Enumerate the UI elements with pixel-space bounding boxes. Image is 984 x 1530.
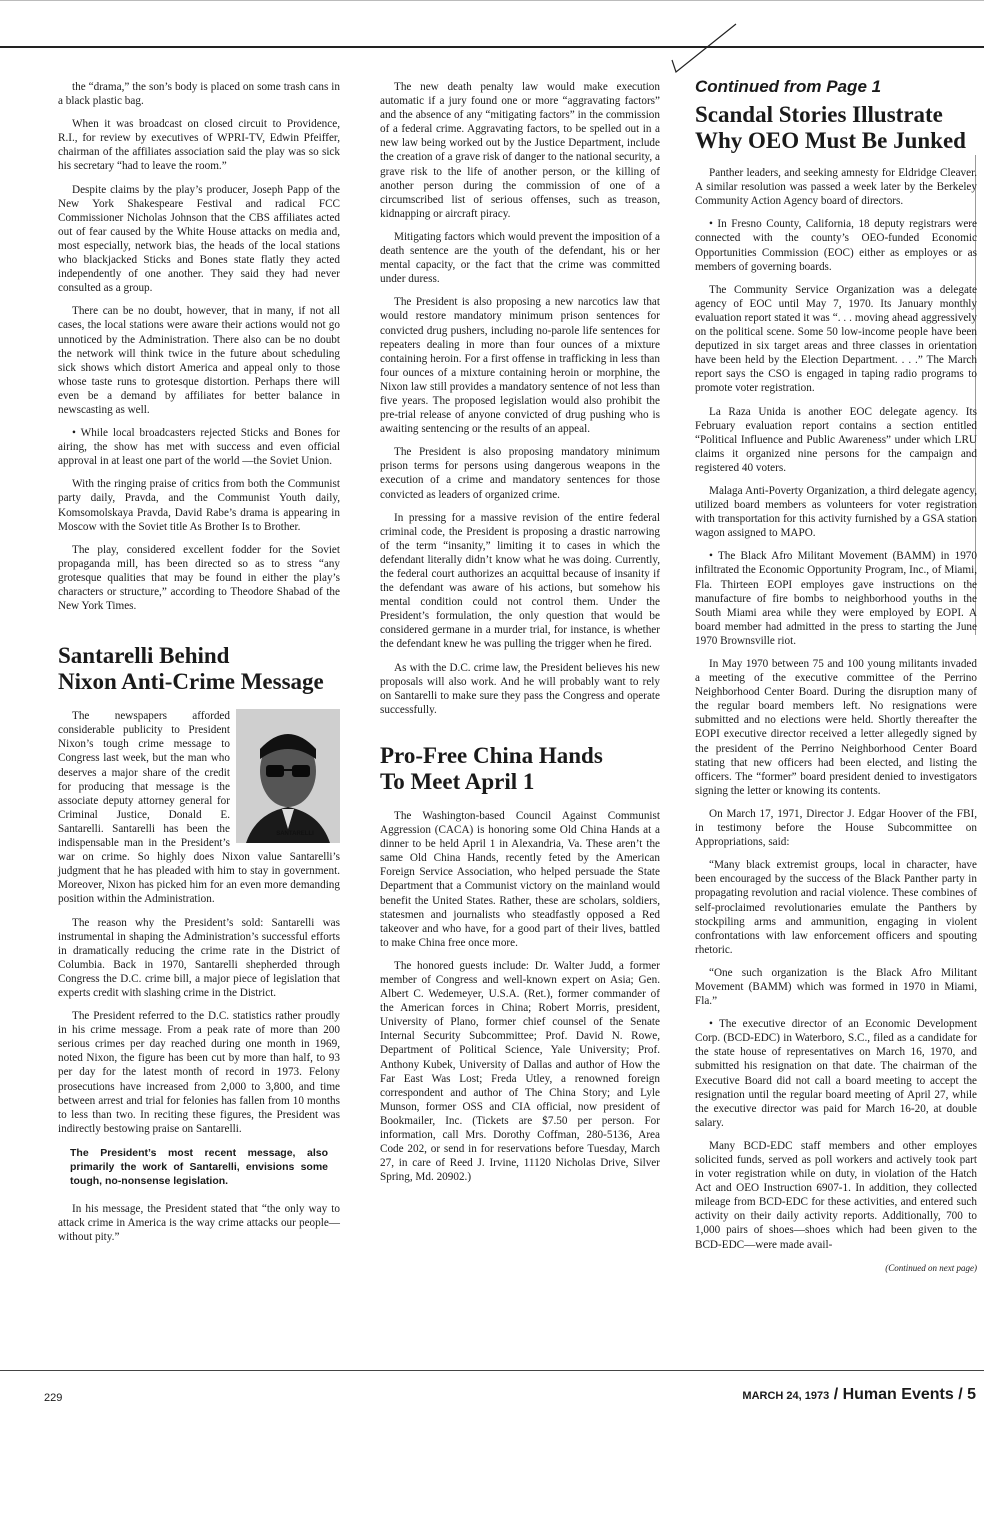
headline-line-1: Santarelli Behind (58, 643, 230, 669)
story-paragraph: The Washington-based Council Against Communist Aggression (CACA) is honoring some Old China Hands at a dinner to be held April 1 in Alexandria, Va. These aren’t the same Old China Hands, recently feted by the American Foreign Service Association, who helped persuade the State Department that a Communist victory on the mainland would benefit the United States. Rather, these are scholars, soldiers, statesmen and journalists who steadfastly opposed a Red takeover and who have, for a good part of their lives, battled to make China free once more. (380, 809, 660, 949)
story-paragraph: The President is also proposing a new narcotics law that would restore mandatory minimum prison sentences for convicted drug pushers, including no-parole life sentences for repeaters dealing in more than four ounces of a mixture containing heroin. For a first offense in trafficking in less than four ounces of a mixture containing heroin or morphine, the Nixon law still provides a mandatory sentence of not less than five years. The proposed legislation would also prohibit the pre-trial release of anyone convicted of drug pushing who is awaiting sentencing or the results of an appeal. (380, 296, 660, 436)
publication-name: Human Events (842, 1386, 954, 1403)
story-text: The newspapers afforded considerable publicity to President Nixon’s tough crime message to Congress last week, but the man who deserves a major share of the credit for producing that message is the associate deputy attorney general for Criminal Justice, Donald E. Santarelli. Santarelli has been the indispensable man in the President’s war on crime. So highly does Nixon value Santarelli’s judgment that he has pleaded with him to stay in government. Moreover, Nixon has picked him for an even more demanding position within the Administration. (58, 710, 340, 906)
photo-caption: SANTARELLI (276, 831, 314, 838)
headline-line-1: Pro-Free China Hands (380, 742, 603, 768)
bottom-rule (0, 1370, 984, 1371)
story-paragraph: The play, considered excellent fodder for the Soviet propaganda mill, has been directed so as to stress “any grotesque qualities that may be found in either the play’s characters or structure,” according to Theodore Shabad of the New York Times. (58, 543, 340, 613)
story-paragraph: Many BCD-EDC staff members and other employes solicited funds, served as poll workers and actively took part in voter registration while on duty, in violation of the Hatch Act and OEO Instruction 6907-1. In addition, they collected mileage from BCD-EDC for these activities, and entered such activity on their daily activity reports. Additionally, 700 to 1,000 pairs of shoes—shoes which had been given to the BCD-EDC—were made avail- (695, 1139, 977, 1251)
santarelli-headline (58, 643, 340, 695)
column-middle (380, 80, 660, 1193)
headline-line-2: Why OEO Must Be Junked (695, 128, 966, 154)
story-paragraph: • While local broadcasters rejected Sticks and Bones for airing, the show has met with success and even official approval in at least one part of the world —the Soviet Union. (58, 427, 340, 468)
top-rule (0, 46, 984, 48)
story-paragraph: When it was broadcast on closed circuit to Providence, R.I., for review by executives of WPRI-TV, Edwin Pfeiffer, chairman of the affiliates association said the play was so sick his secretary “had to leave the room.” (58, 118, 340, 173)
story-paragraph: Despite claims by the play’s producer, Joseph Papp of the New York Shakespeare Festival and radical FCC Commissioner Nicholas Johnson that the CBS affiliates acted out of fear caused by the White House attacks on media and, most especially, network bias, the heads of the local stations who blackjacked Sticks and Bones state flatly they acted independently of one another. They said they had never consulted as a group. (58, 183, 340, 295)
china-hands-headline (380, 743, 660, 795)
story-paragraph: “One such organization is the Black Afro Militant Movement (BAMM) which was formed in 1970 in Miami, Fla.” (695, 966, 977, 1008)
story-paragraph: The President referred to the D.C. statistics rather proudly in his crime message. From a peak rate of more than 200 serious crimes per day reached during one month in 1969, noted Nixon, the figure has been cut by more than half, to 93 per day for the latest month of record in 1973. Felony prosecutions have increased from 2,000 to 3,800, and time between arrest and trial for felonies has fallen from 10 months to less than two. In reciting these figures, the President was indirectly bestowing praise on Santarelli. (58, 1010, 340, 1135)
page-number: 229 (44, 1392, 63, 1404)
story-paragraph: • In Fresno County, California, 18 deputy registrars were connected with the county’s OEO-funded Economic Opportunities Commission (EOC) either as employes or as members of governing boards. (695, 218, 977, 273)
story-paragraph: Mitigating factors which would prevent the imposition of a death sentence are the youth of the defendant, his or her mental capacity, or the fact that the crime was committed under duress. (380, 230, 660, 286)
story-paragraph: “Many black extremist groups, local in character, have been encouraged by the success of the Black Panther party in propagating revolution and racial violence. These combines of self-proclaimed revolutionaries emulate the Panthers by stockpiling arms and ammunition, engaging in violent confrontations with law enforcement officers and spouting rhetoric. (695, 859, 977, 956)
footer-page: 5 (967, 1386, 976, 1403)
story-paragraph: On March 17, 1971, Director J. Edgar Hoover of the FBI, in testimony before the House Subcommittee on Appropriations, said: (695, 807, 977, 849)
footer-separator: / (833, 1386, 839, 1403)
story-paragraph: the “drama,” the son’s body is placed on some trash cans in a black plastic bag. (58, 81, 340, 108)
masthead-footer (742, 1386, 976, 1404)
top-border-line (0, 0, 984, 1)
story-paragraph: La Raza Unida is another EOC delegate agency. Its February evaluation report contains a section entitled “Political Influence and Public Awareness” under which LRU claims it organized nine persons for the campaign and registered 40 voters. (695, 405, 977, 474)
intro-paragraphs (58, 80, 340, 613)
continued-from-label: Continued from Page 1 (695, 77, 882, 96)
story-paragraph: The honored guests include: Dr. Walter Judd, a former member of Congress and well-known expert on Asia; Gen. Albert C. Wedemeyer, U.S.A. (Ret.), former commander of the American forces in China; Robert Morris, president, University of Plano, former chief counsel of the Senate Internal Security Subcommittee; Prof. David N. Rowe, Department of Political Science, Yale University; Prof. Anthony Kubek, University of Dallas and author of How the Far East Was Lost; Freda Utley, a renowned foreign correspondent and author of The China Story; and Lyle Munson, former OSS and CIA official, now president of Bookmailer, Inc. (Tickets are $7.50 per person. For information, call Mrs. Dorothy Coffman, 280-5136, Area Code 202, or send in for reservations before Tuesday, March 27, in care of Reed J. Irvine, 11120 Nicholas Drive, Silver Spring, Md. 20902.) (380, 959, 660, 1184)
issue-date: MARCH 24, 1973 (742, 1390, 830, 1402)
headline-line-2: To Meet April 1 (380, 768, 535, 794)
footer-separator: / (958, 1386, 963, 1403)
story-paragraph: As with the D.C. crime law, the President believes his new proposals will also work. And he will probably want to rely on Santarelli to make sure they pass the Congress and operate successfully. (380, 661, 660, 716)
story-paragraph: • The executive director of an Economic Development Corp. (BCD-EDC) in Waterboro, S.C., filed as a candidate for the state house of representatives on March 16, 1970, and submitted his resignation on that date. The chairman of the Executive Board did not call a board meeting to accept the resignation until the regular board meeting of April 27, while the executive director was paid for March 16-20, at double salary. (695, 1018, 977, 1129)
story-paragraph: • The Black Afro Militant Movement (BAMM) in 1970 infiltrated the Economic Opportunity Program, Inc., of Miami, Fla. Thirteen EOPI employes gave instructions on the manufacture of fire bombs to neighborhood youths in the South Miami area while they were employed by EOPI. A board member had admitted in the press to starting the June 1970 Brownsville riot. (695, 550, 977, 647)
oeo-paragraphs (695, 166, 977, 1252)
column-right (695, 77, 977, 1284)
story-paragraph: In his message, the President stated that “the only way to attack crime in America is the way crime attacks our people—without pity.” (58, 1202, 340, 1244)
santarelli-photo (236, 709, 340, 843)
headline-line-2: Nixon Anti-Crime Message (58, 669, 324, 695)
story-paragraph: With the ringing praise of critics from both the Communist party daily, Pravda, and the Communist Youth daily, Komsomolskaya Pravda, David Rabe’s drama is appearing in Moscow with the Soviet title As Brother Is to Brother. (58, 478, 340, 533)
bold-callout: The President’s most recent message, also primarily the work of Santarelli, envisions some tough, no-nonsense legislation. (70, 1146, 328, 1187)
story-paragraph: There can be no doubt, however, that in many, if not all cases, the local stations were aware their actions would not go unnoticed by the Administration. There also can be no doubt the network will think twice in the future about scheduling sick shows which distort America and appeal only to those whose taste runs to grotesque distortion. Perhaps there will even be a demand by affiliates for better balance in newscasting as well. (58, 305, 340, 416)
story-paragraph: The President is also proposing mandatory minimum prison terms for persons using dangerous weapons in the execution of a crime and mandatory sentences for those convicted as leaders of organized crime. (380, 446, 660, 501)
story-paragraph: The reason why the President’s sold: Santarelli was instrumental in shaping the Administration’s successful efforts in dramatically reducing the crime rate in the District of Columbia. Back in 1970, Santarelli shepherded through Congress the D.C. crime bill, a major piece of legislation that experts credit with slashing crime in the District. (58, 916, 340, 999)
story-paragraph: In pressing for a massive revision of the entire federal criminal code, the President is proposing a drastic narrowing of the term “insanity,” limiting it to cases in which the defendant literally didn’t know what he was doing. Currently, the federal court authorizes an acquittal because of insanity if the defendant was aware of his actions, but somehow his mental condition could not control them. Under the President’s formulation, the only question that would be considered germane in a murder trial, for instance, is whether the defendant knew he was pulling the trigger when he fired. (380, 511, 660, 651)
checkmark-mark-icon (664, 20, 744, 81)
story-paragraph: The new death penalty law would make execution automatic if a jury found one or more “aggravating factors” and the absence of any “mitigating factors” in the commission of a federal crime. Aggravating factors, to be spelled out in a new law being worked out by the Justice Department, include the creation of a grave risk of danger to the national security, a grave risk to the life of another person, or the killing of another person during the commission of one of a circumscribed list of serious offenses, such as treason, kidnapping or aircraft piracy. (380, 81, 660, 220)
oeo-headline (695, 102, 977, 154)
story-paragraph: In May 1970 between 75 and 100 young militants invaded a meeting of the executive committee of the Perrino Neighborhood Center Board. During the disruption many of the regular board members left. No resignations were submitted and no elections were held. Shortly thereafter the EOPI executive director received a letter allegedly signed by the president of the Perrino Neighborhood Center Board stating that new officers had been elected, and listing the officers. The “former” board president denied to investigators signing the letter or knowing its contents. (695, 658, 977, 797)
story-paragraph: The Community Service Organization was a delegate agency of EOC until May 7, 1970. Its January monthly evaluation report stated it was “. . . moving ahead aggressively on the political scene. Some 50 low-income people have been deputized in six target areas and three classes in orientation have been held by the Election Department. . . .” The March report says the CSO is engaged in taping radio programs to promote voter registration. (695, 283, 977, 395)
continued-next-label: (Continued on next page) (885, 1262, 977, 1273)
story-paragraph: Panther leaders, and seeking amnesty for Eldridge Cleaver. A similar resolution was passed a week later by the Berkeley Community Action Agency board of directors. (695, 167, 977, 208)
story-paragraph: Malaga Anti-Poverty Organization, a third delegate agency, utilized board members as volunteers for voter registration with transportation for this activity furnished by a GSA station wagon assigned to MAPO. (695, 484, 977, 540)
story-paragraph (58, 709, 340, 906)
column-left (58, 80, 340, 1253)
headline-line-1: Scandal Stories Illustrate (695, 102, 943, 128)
